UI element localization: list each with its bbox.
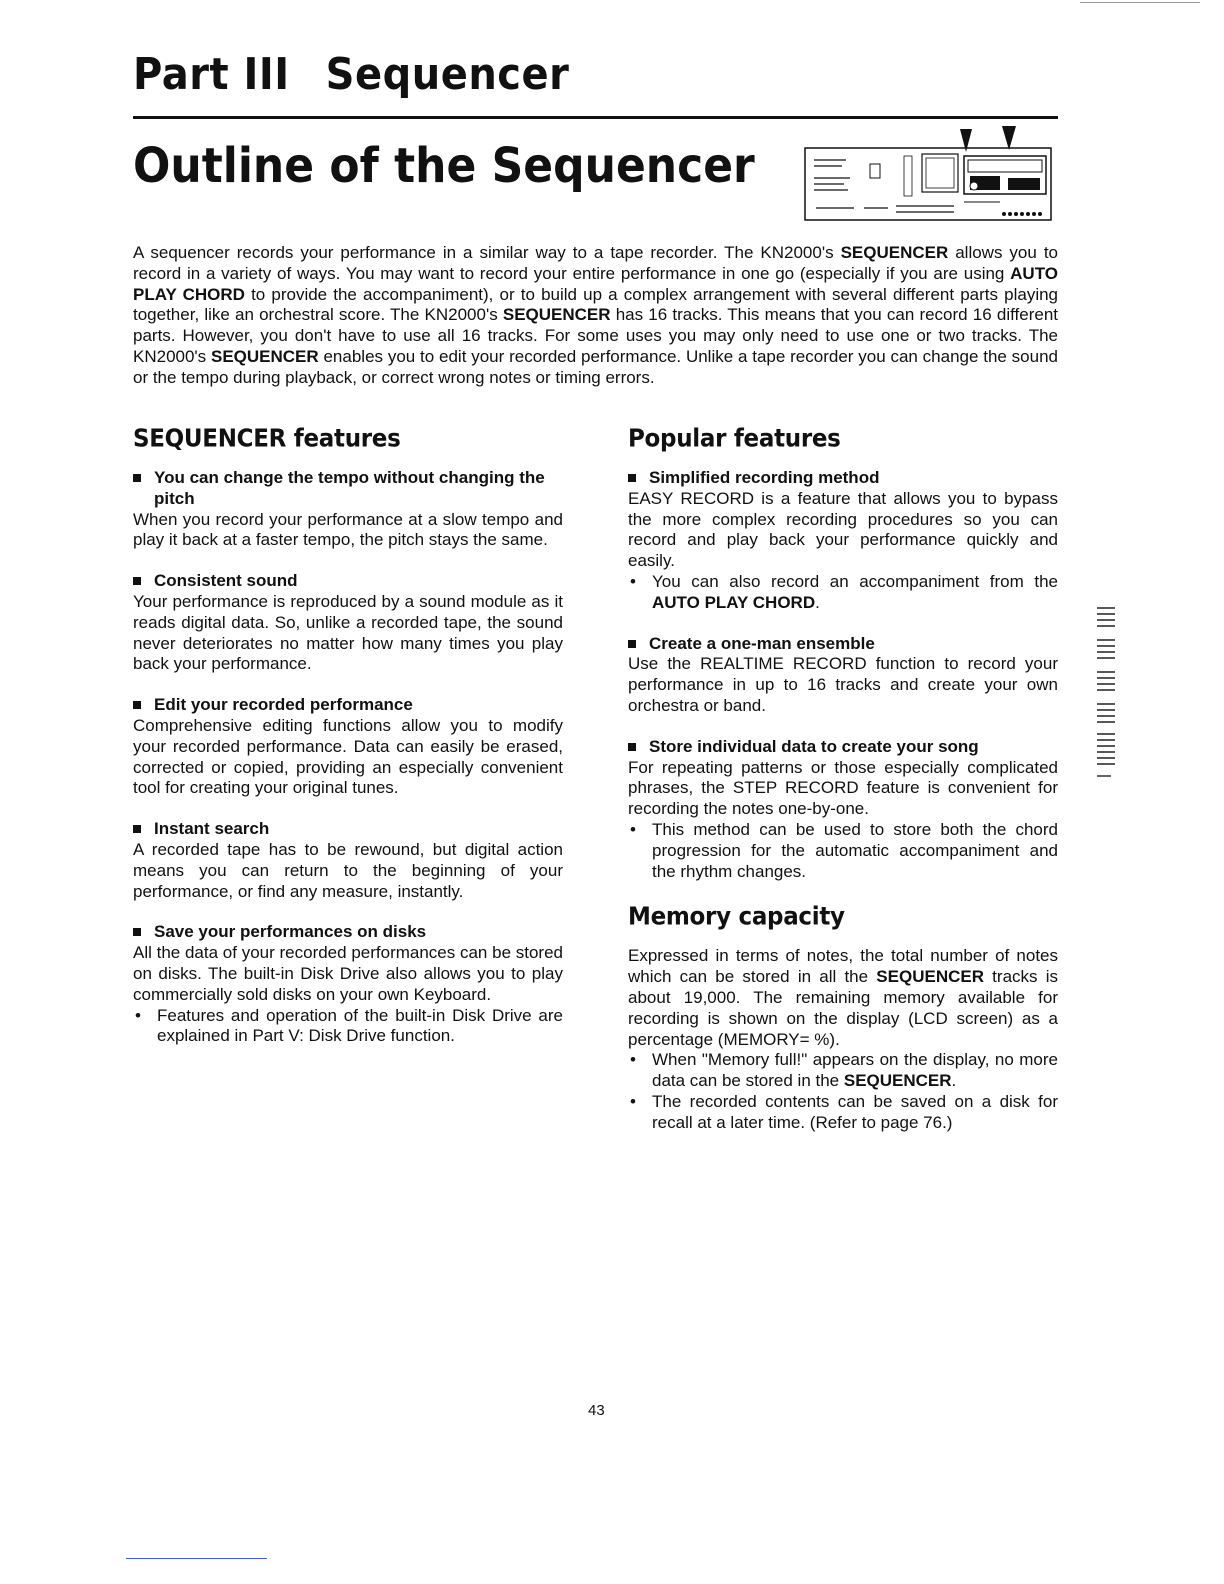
top-edge-mark [1080,2,1200,3]
feature-note: • Features and operation of the built-in Disk Drive are explained in Part V: Disk Drive function. [135,1005,563,1046]
feature-instant-search [133,819,563,902]
feature-title: Simplified recording method [649,468,880,487]
dot-bullet-icon: • [630,571,636,591]
feature-title: Save your performances on disks [154,922,427,942]
bottom-rule [126,1558,267,1559]
section-title: Outline of the Sequencer [133,138,755,195]
margin-thumb-index-marks [1093,600,1125,790]
feature-body: A recorded tape has to be rewound, but digital action means you can return to the beginning of your performance, or find any measure, instantly. [133,839,563,901]
feature-note: • You can also record an accompaniment from the AUTO PLAY CHORD. [630,571,1058,612]
feature-body: When you record your performance at a slow tempo and play it back at a faster tempo, the pitch stays the same. [133,509,563,550]
feature-edit [133,695,563,799]
memory-capacity-heading: Memory capacity [628,903,845,932]
dot-bullet-icon: • [630,1091,636,1111]
part-title [133,50,569,100]
feature-title: Create a one-man ensemble [649,633,875,653]
feature-tempo [133,468,563,551]
square-bullet-icon [628,640,636,648]
square-bullet-icon [133,701,141,709]
memory-capacity-body: Expressed in terms of notes, the total number of notes which can be stored in all the SEQUENCER tracks is about 19,000. The remaining memory available for recording is shown on the display (LCD screen) as a percentage (MEMORY= %). [628,946,1058,1049]
feature-title: Edit your recorded performance [154,695,413,715]
feature-title: Store individual data to create your song [649,736,979,756]
keyboard-panel-illustration [804,126,1052,222]
part-label: Part III [133,50,290,100]
feature-store-individual-data [628,737,1058,883]
square-bullet-icon [628,474,636,482]
dot-bullet-icon: • [630,819,636,839]
dot-bullet-icon: • [135,1005,141,1025]
memory-note-save: • The recorded contents can be saved on a disk for recall at a later time. (Refer to page 76.) [630,1091,1058,1132]
feature-title: Instant search [154,819,270,839]
title-rule [133,116,1058,119]
feature-title: You can change the tempo without changing the pitch [154,468,545,508]
square-bullet-icon [628,743,636,751]
feature-body: For repeating patterns or those especially complicated phrases, the STEP RECORD feature is convenient for recording the notes one-by-one. [628,757,1058,819]
feature-simplified-recording [628,468,1058,614]
feature-one-man-ensemble [628,634,1058,717]
feature-body: EASY RECORD is a feature that allows you to bypass the more complex recording procedures so you can record and play back your performance quickly and easily. [628,488,1058,571]
popular-features-heading: Popular features [628,424,841,454]
feature-body: Use the REALTIME RECORD function to record your performance in up to 16 tracks and create your own orchestra or band. [628,654,1058,715]
feature-consistent-sound [133,571,563,675]
feature-note: • This method can be used to store both the chord progression for the automatic accompaniment and the rhythm changes. [630,819,1058,881]
sequencer-features-heading: SEQUENCER features [133,424,401,454]
feature-body: Comprehensive editing functions allow you to modify your recorded performance. Data can easily be erased, corrected or copied, providing an especially convenient tool for creating your original tunes. [133,715,563,798]
intro-paragraph: A sequencer records your performance in a similar way to a tape recorder. The KN2000's SEQUENCER allows you to record in a variety of ways. You may want to record your entire performance in one go (especially if you are using AUTO PLAY CHORD to provide the accompaniment), or to build up a complex arrangement with several different parts playing together, like an orchestral score. The KN2000's SEQUENCER has 16 tracks. This means that you can record 16 different parts. However, you don't have to use all 16 tracks. For some uses you may only need to use one or two tracks. The KN2000's SEQUENCER enables you to edit your recorded performance. Unlike a tape recorder you can change the sound or the tempo during playback, or correct wrong notes or timing errors. [133,243,1059,387]
popular-features-column [628,424,1058,1134]
feature-body: Your performance is reproduced by a sound module as it reads digital data. So, unlike a recorded tape, the sound never deteriorates no matter how many times you play back your performance. [133,591,563,674]
dot-bullet-icon: • [630,1050,636,1070]
square-bullet-icon [133,825,141,833]
feature-title: Consistent sound [154,571,298,591]
memory-note-full: • When "Memory full!" appears on the display, no more data can be stored in the SEQUENCER. [630,1050,1058,1091]
square-bullet-icon [133,577,141,585]
feature-body: All the data of your recorded performances can be stored on disks. The built-in Disk Drive also allows you to play commercially sold disks on your own Keyboard. [133,943,563,1004]
square-bullet-icon [133,474,141,482]
page-number: 43 [588,1402,605,1419]
feature-save-disks [133,922,563,1047]
sequencer-features-column [133,424,563,1067]
square-bullet-icon [133,928,141,936]
part-name: Sequencer [325,50,570,100]
